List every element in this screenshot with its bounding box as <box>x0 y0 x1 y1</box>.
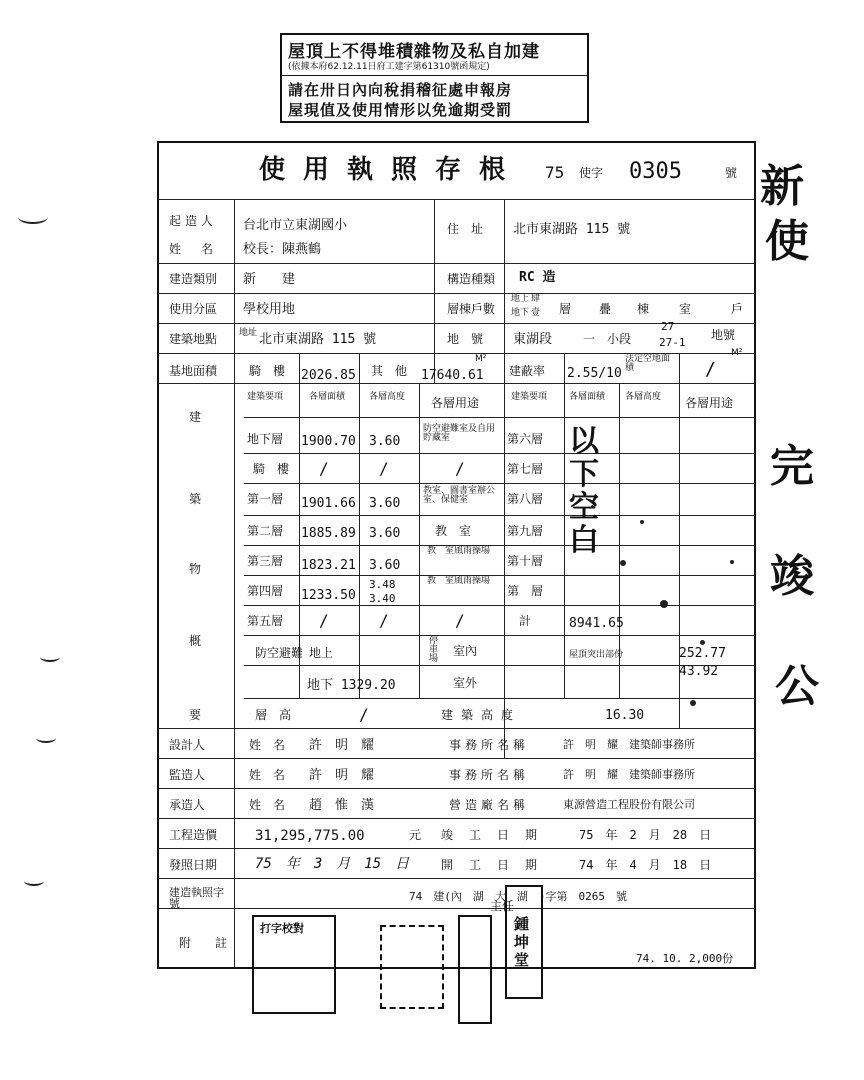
builder-value: 台北市立東湖國小 <box>243 218 348 233</box>
section-label: 建 <box>189 410 202 424</box>
other-label: 其 他 <box>371 364 408 378</box>
contractor-name-label: 姓 名 <box>249 798 286 812</box>
start-value: 74 年 4 月 18 日 <box>579 858 712 872</box>
designer-label: 設計人 <box>169 738 206 752</box>
floor-7: 第七層 <box>507 462 544 476</box>
notice-line-4: 屋現值及使用情形以免逾期受罰 <box>288 101 513 119</box>
edge-char: 公 <box>775 661 819 712</box>
col-area-2: 各層面積 <box>569 392 606 402</box>
floor-height-label: 層 高 <box>255 708 292 722</box>
col-item-2: 建築要項 <box>511 392 548 402</box>
builder-rep: 校長：陳燕鶴 <box>243 242 322 257</box>
floor-4: 第四層 <box>247 584 284 598</box>
f3-area: 1823.21 <box>301 558 356 573</box>
notice-line-2: (依據本府62.12.11日府工建字第61310號函規定) <box>288 62 490 72</box>
col-use: 各層用途 <box>431 396 480 410</box>
shelter-above: 地上 <box>309 646 334 660</box>
contractor-firm: 東源營造工程股份有限公司 <box>563 798 695 811</box>
floor-1: 第一層 <box>247 492 284 506</box>
usage-permit-form: 使用執照存根 75 使字 0305 號 起造人 姓 名 台北市立東湖國小 校長：陳燕鶴 住 址 北市東湖路 115 號 建造類別 新 建 構造種類 RC 造 使用分區 學校用地 層棟戶數 地上 地下 肆 壹 層 疊 棟 室 戶 建築地點 地址 北市東湖路 115 號 地 號 東湖段 一 小段 27 27-1 地號 基地面積 騎 樓 2026.85 其 他 17640.61 M² 建蔽率 2.55/10 法定空地面積 / M² 建築要項 各層面積 各層高度 各層用途 建築要項 各層面積 各層高度 各層用途 建 築 物 概 要 地下層 1900.70 3.60 防空避難室及自用貯藏室 騎 樓 / / / 第一層 1901.66 3.60 教室、圖書室辦公室、保健室 第二層 1885.89 3.60 教 室 第三層 1823.21 3.60 教 室風雨操場 第四層 1233.50 3.48 3.40 教 室風雨操場 第五層 / / / 防空避難 地上 地下 1329.20 停車場 室內 室外 第六層 第七層 第八層 第九層 第十層 第 層 計 8941.65 以下空白 屋頂突出部份 252.77 43.92 層 高 / 建築高度 16.30 設計人 姓 名 許 明 耀 事務所名稱 許 明 耀 建築師事務所 監造人 姓 名 許 明 耀 事務所名稱 許 明 耀 建築師事務所 承造人 姓 名 趙 惟 漢 營造廠名稱 東源營造工程股份有限公司 工程造價 31,295,775.00 元 竣 工 日 期 75 年 2 月 28 日 發照日期 75 年 3 月 15 日 開 工 日 期 74 年 4 月 18 日 建造執照字號 74 建(內 湖 大 湖 )字第 0265 號 附 註 <box>157 141 756 969</box>
address-value: 北市東湖路 115 號 <box>513 222 631 237</box>
f1-height: 3.60 <box>369 496 401 511</box>
floor-8: 第八層 <box>507 492 544 506</box>
seal-stamp <box>458 915 492 1024</box>
scan-mark <box>36 733 56 743</box>
structure-label: 構造種類 <box>447 272 496 286</box>
total-label: 計 <box>519 614 532 628</box>
floor-basement: 地下層 <box>247 432 284 446</box>
permit-label: 建造執照字號 <box>169 886 224 910</box>
builder-name-label: 姓 名 <box>169 242 218 256</box>
basement-use: 防空避難室及自用貯藏室 <box>423 424 496 443</box>
contractor-label: 承造人 <box>169 798 206 812</box>
f4-height-2: 3.40 <box>369 592 396 605</box>
building-height-label: 建築高度 <box>441 708 522 722</box>
scan-mark <box>24 876 44 886</box>
cost-unit: 元 <box>409 828 422 842</box>
issue-label: 發照日期 <box>169 858 218 872</box>
chief-label: 主任 <box>490 899 515 913</box>
col-height-2: 各層高度 <box>625 392 662 402</box>
edge-char: 完 <box>770 441 814 492</box>
cost-label: 工程造價 <box>169 828 218 842</box>
f1-area: 1901.66 <box>301 496 356 511</box>
shelter-label: 防空避難 <box>255 646 304 660</box>
below-blank-handwritten: 以下空白 <box>569 424 599 558</box>
floors-above: 地上 <box>511 294 530 304</box>
floor-3: 第三層 <box>247 554 284 568</box>
roof-value-2: 43.92 <box>679 664 719 679</box>
other-area: 17640.61 <box>421 368 484 383</box>
floor-extra: 第 層 <box>507 584 544 598</box>
complete-label: 竣 工 日 期 <box>441 828 540 842</box>
supervisor-office: 許 明 耀 建築師事務所 <box>563 768 695 781</box>
f4-height-1: 3.48 <box>369 578 396 591</box>
land-section: 東湖段 <box>513 332 553 347</box>
edge-char: 新 <box>760 161 804 212</box>
f1-use: 教室、圖書室辦公室、保健室 <box>423 486 496 505</box>
col-item: 建築要項 <box>247 392 284 402</box>
legal-label: 法定空地面積 <box>625 354 671 373</box>
basement-area: 1900.70 <box>301 434 356 449</box>
f2-height: 3.60 <box>369 526 401 541</box>
total-value: 8941.65 <box>569 616 624 631</box>
address-label: 住 址 <box>447 222 484 236</box>
note-label: 附 註 <box>179 936 234 950</box>
floor-5: 第五層 <box>247 614 284 628</box>
designer-name: 許 明 耀 <box>309 738 375 753</box>
permit-value: 74 建(內 湖 大 湖 )字第 0265 號 <box>409 890 627 903</box>
complete-value: 75 年 2 月 28 日 <box>579 828 712 842</box>
designer-office: 許 明 耀 建築師事務所 <box>563 738 695 751</box>
land-no-label: 地號 <box>711 328 736 342</box>
supervisor-name-label: 姓 名 <box>249 768 286 782</box>
edge-char: 竣 <box>770 551 814 602</box>
land-label: 地 號 <box>447 332 484 346</box>
designer-office-label: 事務所名稱 <box>449 738 530 752</box>
land-no-2: 27-1 <box>659 336 686 349</box>
land-no-1: 27 <box>661 320 675 333</box>
unit: M² <box>475 354 487 364</box>
f3-height: 3.60 <box>369 558 401 573</box>
coverage-label: 建蔽率 <box>509 364 546 378</box>
scan-mark <box>18 210 48 224</box>
floor-arcade: 騎 樓 <box>253 462 290 476</box>
cost-value: 31,295,775.00 <box>255 828 365 844</box>
structure-value: RC 造 <box>519 270 556 285</box>
designer-name-label: 姓 名 <box>249 738 286 752</box>
base-area-label: 基地面積 <box>169 364 218 378</box>
building-label: 騎 樓 <box>249 364 286 378</box>
start-label: 開 工 日 期 <box>441 858 540 872</box>
seal-stamp <box>380 925 444 1009</box>
site-value: 北市東湖路 115 號 <box>259 332 377 347</box>
type-value: 新 建 <box>243 272 296 287</box>
col-area: 各層面積 <box>309 392 346 402</box>
unit: M² <box>731 348 743 358</box>
floors-unit: 棟 <box>637 302 650 316</box>
floor-2: 第二層 <box>247 524 284 538</box>
permit-year: 75 <box>545 163 565 182</box>
section-label: 要 <box>189 708 202 722</box>
floors-above-val: 肆 <box>531 294 541 304</box>
basement-height: 3.60 <box>369 434 401 449</box>
form-title: 使用執照存根 <box>259 155 524 185</box>
supervisor-office-label: 事務所名稱 <box>449 768 530 782</box>
floors-label: 層棟戶數 <box>447 302 496 316</box>
proofreading-stamp <box>252 915 336 1014</box>
roof-label: 屋頂突出部份 <box>569 650 624 660</box>
shelter-below: 地下 1329.20 <box>307 678 396 693</box>
parking-indoor: 室內 <box>453 644 478 658</box>
section-label: 概 <box>189 634 202 648</box>
floor-6: 第六層 <box>507 432 544 446</box>
f3-use: 教 室風雨操場 <box>427 546 491 556</box>
f4-area: 1233.50 <box>301 588 356 603</box>
permit-number: 0305 <box>629 159 682 184</box>
building-area: 2026.85 <box>301 368 356 383</box>
col-height: 各層高度 <box>369 392 406 402</box>
notice-stamp <box>280 33 589 123</box>
supervisor-name: 許 明 耀 <box>309 768 375 783</box>
issue-value: 75 年 3 月 15 日 <box>255 856 410 872</box>
floor-10: 第十層 <box>507 554 544 568</box>
roof-value-1: 252.77 <box>679 646 726 661</box>
contractor-name: 趙 惟 漢 <box>309 798 375 813</box>
site-label: 建築地點 <box>169 332 218 346</box>
floors-below: 地下 <box>511 308 530 318</box>
edge-char: 使 <box>765 216 809 267</box>
use-zone-value: 學校用地 <box>243 302 296 317</box>
floors-unit: 層 <box>559 302 572 316</box>
coverage-value: 2.55/10 <box>567 366 622 381</box>
scan-mark <box>40 652 60 662</box>
type-label: 建造類別 <box>169 272 218 286</box>
footer-print-count: 74. 10. 2,000份 <box>636 952 734 965</box>
section-label: 物 <box>189 562 202 576</box>
notice-line-3: 請在卅日內向稅捐稽征處申報房 <box>288 81 513 99</box>
site-sub: 地址 <box>239 328 258 338</box>
parking-outdoor: 室外 <box>453 676 478 690</box>
notice-divider <box>282 75 587 76</box>
col-use-2: 各層用途 <box>685 396 734 410</box>
building-height-value: 16.30 <box>605 708 645 723</box>
permit-suffix: 號 <box>725 166 738 180</box>
f2-area: 1885.89 <box>301 526 356 541</box>
typing-label: 打字校對 <box>260 922 304 935</box>
permit-word: 使字 <box>579 166 604 180</box>
land-sub: 一 小段 <box>583 332 632 346</box>
parking-label: 停車場 <box>429 636 439 664</box>
section-label: 築 <box>189 492 202 506</box>
use-zone-label: 使用分區 <box>169 302 218 316</box>
floors-below-val: 壹 <box>531 308 541 318</box>
floor-9: 第九層 <box>507 524 544 538</box>
supervisor-label: 監造人 <box>169 768 206 782</box>
builder-label: 起造人 <box>169 214 218 228</box>
chief-stamp-name: 鍾坤堂 <box>514 915 530 969</box>
floors-unit: 戶 <box>731 302 744 316</box>
floors-unit: 室 <box>679 302 692 316</box>
notice-line-1: 屋頂上不得堆積雜物及私自加建 <box>288 42 540 62</box>
floors-unit: 疊 <box>599 302 612 316</box>
contractor-firm-label: 營造廠名稱 <box>449 798 530 812</box>
f4-use: 教 室風雨操場 <box>427 576 491 586</box>
f2-use: 教 室 <box>435 524 472 538</box>
